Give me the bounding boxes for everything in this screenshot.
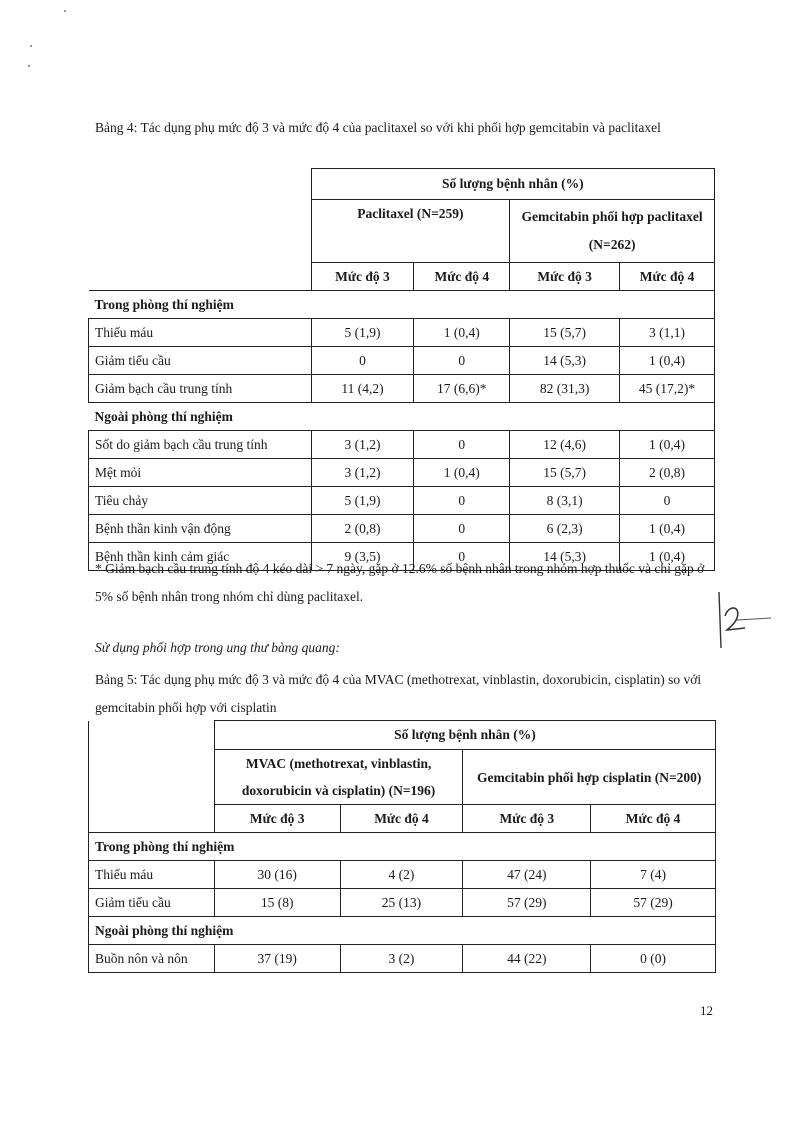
cell-value: 57 (29)	[591, 889, 716, 917]
scan-speck	[64, 10, 66, 12]
cell-value: 0	[620, 487, 715, 515]
table4-grade3-header: Mức độ 3	[311, 263, 414, 291]
cell-value: 25 (13)	[340, 889, 463, 917]
row-label: Tiêu chảy	[89, 487, 312, 515]
cell-value: 3 (2)	[340, 945, 463, 973]
cell-value: 12 (4,6)	[510, 431, 620, 459]
cell-value: 14 (5,3)	[510, 347, 620, 375]
table-row	[89, 861, 716, 889]
table5-arm1-header: MVAC (methotrexat, vinblastin, doxorubicin và cisplatin) (N=196)	[214, 750, 463, 805]
table5-corner	[89, 721, 215, 833]
row-label: Buồn nôn và nôn	[89, 945, 215, 973]
table4-arm1-header: Paclitaxel (N=259)	[311, 200, 510, 263]
cell-value: 1 (0,4)	[414, 459, 510, 487]
table5-grade3-header: Mức độ 3	[214, 805, 340, 833]
table4-group-header: Số lượng bệnh nhân (%)	[311, 169, 714, 200]
table5-section-lab: Trong phòng thí nghiệm	[89, 833, 716, 861]
row-label: Giảm bạch cầu trung tính	[89, 375, 312, 403]
table5-caption: Bảng 5: Tác dụng phụ mức độ 3 và mức độ 4 của MVAC (methotrexat, vinblastin, doxorubicin, cisplatin) so với gemcitabin phối hợp với cisplatin	[95, 672, 702, 715]
section-heading: Sử dụng phối hợp trong ung thư bàng quang:	[95, 640, 340, 655]
table-row	[89, 459, 715, 487]
cell-value: 1 (0,4)	[620, 543, 715, 571]
table5-arm2-header: Gemcitabin phối hợp cisplatin (N=200)	[463, 750, 716, 805]
table4-grade4-header: Mức độ 4	[620, 263, 715, 291]
cell-value: 0	[414, 515, 510, 543]
table4-section-lab: Trong phòng thí nghiệm	[89, 291, 715, 319]
cell-value: 3 (1,2)	[311, 431, 414, 459]
table-row	[89, 375, 715, 403]
row-label: Bệnh thần kinh cảm giác	[89, 543, 312, 571]
table-row	[89, 431, 715, 459]
table-row	[89, 515, 715, 543]
cell-value: 7 (4)	[591, 861, 716, 889]
table-row	[89, 319, 715, 347]
row-label: Thiếu máu	[89, 319, 312, 347]
table4-grade3-header: Mức độ 3	[510, 263, 620, 291]
row-label: Giảm tiểu cầu	[89, 347, 312, 375]
table4-section-nonlab: Ngoài phòng thí nghiệm	[89, 403, 715, 431]
cell-value: 0	[414, 431, 510, 459]
cell-value: 15 (5,7)	[510, 459, 620, 487]
row-label: Thiếu máu	[89, 861, 215, 889]
cell-value: 9 (3,5)	[311, 543, 414, 571]
table-row	[89, 487, 715, 515]
table-row	[89, 889, 716, 917]
cell-value: 1 (0,4)	[414, 319, 510, 347]
cell-value: 0	[414, 347, 510, 375]
table5-grade3-header: Mức độ 3	[463, 805, 591, 833]
table-row	[89, 945, 716, 973]
table4-grade4-header: Mức độ 4	[414, 263, 510, 291]
page-number: 12	[700, 1003, 713, 1018]
table5	[88, 720, 716, 973]
cell-value: 82 (31,3)	[510, 375, 620, 403]
row-label: Mệt mỏi	[89, 459, 312, 487]
table5-grade4-header: Mức độ 4	[591, 805, 716, 833]
cell-value: 57 (29)	[463, 889, 591, 917]
cell-value: 0	[414, 487, 510, 515]
cell-value: 6 (2,3)	[510, 515, 620, 543]
cell-value: 37 (19)	[214, 945, 340, 973]
cell-value: 1 (0,4)	[620, 431, 715, 459]
cell-value: 2 (0,8)	[620, 459, 715, 487]
row-label: Sốt do giảm bạch cầu trung tính	[89, 431, 312, 459]
table4-corner	[89, 169, 312, 291]
cell-value: 15 (8)	[214, 889, 340, 917]
cell-value: 0 (0)	[591, 945, 716, 973]
cell-value: 3 (1,1)	[620, 319, 715, 347]
cell-value: 45 (17,2)*	[620, 375, 715, 403]
cell-value: 0	[311, 347, 414, 375]
cell-value: 14 (5,3)	[510, 543, 620, 571]
scan-speck	[28, 65, 30, 67]
cell-value: 17 (6,6)*	[414, 375, 510, 403]
handwritten-mark-icon	[715, 590, 775, 650]
cell-value: 5 (1,9)	[311, 487, 414, 515]
cell-value: 15 (5,7)	[510, 319, 620, 347]
table4-caption: Bảng 4: Tác dụng phụ mức độ 3 và mức độ 4 của paclitaxel so với khi phối hợp gemcitabin và paclitaxel	[95, 120, 661, 135]
cell-value: 8 (3,1)	[510, 487, 620, 515]
table-row	[89, 347, 715, 375]
cell-value: 2 (0,8)	[311, 515, 414, 543]
cell-value: 5 (1,9)	[311, 319, 414, 347]
cell-value: 44 (22)	[463, 945, 591, 973]
cell-value: 11 (4,2)	[311, 375, 414, 403]
table4-footnote: * Giảm bạch cầu trung tính độ 4 kéo dài > 7 ngày, gặp ở 12.6% số bệnh nhân trong nhóm hợp thuốc và chỉ gặp ở 5% số bệnh nhân trong nhóm chỉ dùng paclitaxel.	[95, 561, 705, 604]
cell-value: 4 (2)	[340, 861, 463, 889]
cell-value: 1 (0,4)	[620, 515, 715, 543]
scan-speck	[30, 45, 32, 47]
cell-value: 0	[414, 543, 510, 571]
table5-group-header: Số lượng bệnh nhân (%)	[214, 721, 715, 750]
table4-arm2-header: Gemcitabin phối hợp paclitaxel (N=262)	[510, 200, 715, 263]
table5-section-nonlab: Ngoài phòng thí nghiệm	[89, 917, 716, 945]
row-label: Bệnh thần kinh vận động	[89, 515, 312, 543]
table4	[88, 168, 715, 571]
row-label: Giảm tiểu cầu	[89, 889, 215, 917]
cell-value: 1 (0,4)	[620, 347, 715, 375]
cell-value: 30 (16)	[214, 861, 340, 889]
cell-value: 3 (1,2)	[311, 459, 414, 487]
cell-value: 47 (24)	[463, 861, 591, 889]
table5-grade4-header: Mức độ 4	[340, 805, 463, 833]
